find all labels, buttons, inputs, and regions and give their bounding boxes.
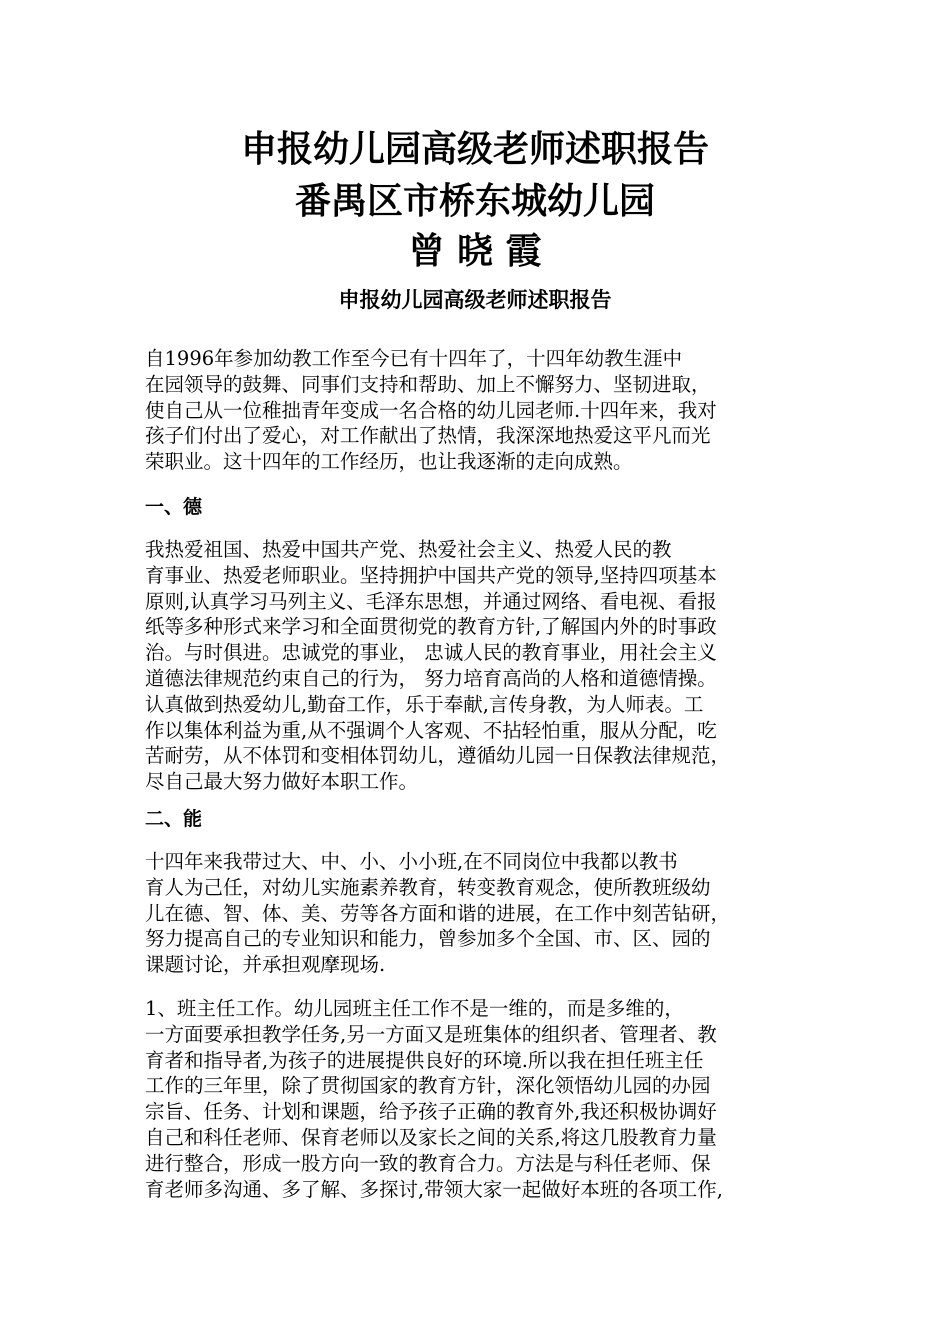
text-line: 育事业、热爱老师职业。坚持拥护中国共产党的领导,坚持四项基本 [145,563,717,587]
author-name: 曾 晓 霞 [408,231,542,272]
text-line: 育人为己任，对幼儿实施素养教育，转变教育观念，使所教班级幼 [145,875,711,899]
text-line: 课题讨论，并承担观摩现场. [145,953,386,977]
text-line: 育老师多沟通、多了解、多探讨,带领大家一起做好本班的各项工作, [145,1177,723,1201]
text-line: 十四年来我带过大、中、小、小小班,在不同岗位中我都以教书 [145,850,678,873]
ability-paragraph [145,849,825,978]
text-line: 工作的三年里，除了贯彻国家的教育方针，深化领悟幼儿园的办园 [145,1074,711,1098]
document-subtitle: 申报幼儿园高级老师述职报告 [338,288,612,312]
text-line: 宗旨、任务、计划和课题，给予孩子正确的教育外,我还积极协调好 [145,1100,717,1124]
text-line: 在园领导的鼓舞、同事们支持和帮助、加上不懈努力、坚韧进取， [145,372,711,396]
virtue-paragraph [145,537,825,795]
document-title-line2: 番禺区市桥东城幼儿园 [294,181,655,222]
text-line: 使自己从一位稚拙青年变成一名合格的幼儿园老师.十四年来，我对 [145,398,717,422]
text-line: 1、班主任工作。幼儿园班主任工作不是一维的，而是多维的， [145,997,684,1020]
text-line: 认真做到热爱幼儿,勤奋工作，乐于奉献,言传身教，为人师表。工 [145,692,704,716]
text-line: 作以集体利益为重,从不强调个人客观、不拈轻怕重，服从分配，吃 [145,718,717,742]
text-line: 育者和指导者,为孩子的进展提供良好的环境.所以我在担任班主任 [145,1048,704,1072]
text-line: 治。与时俱进。忠诚党的事业， 忠诚人民的教育事业，用社会主义 [145,641,717,665]
text-line: 我热爱祖国、热爱中国共产党、热爱社会主义、热爱人民的教 [145,538,672,561]
text-line: 努力提高自己的专业知识和能力，曾参加多个全国、市、区、园的 [145,927,711,951]
text-line: 儿在德、智、体、美、劳等各方面和谐的进展，在工作中刻苦钻研， [145,901,731,925]
class-teacher-paragraph [145,996,825,1202]
text-line: 自1996年参加幼教工作至今已有十四年了，十四年幼教生涯中 [145,347,683,370]
text-line: 进行整合，形成一股方向一致的教育合力。方法是与科任老师、保 [145,1151,711,1175]
text-line: 原则,认真学习马列主义、毛泽东思想，并通过网络、看电视、看报 [145,589,717,613]
section-heading-virtue: 一、德 [145,496,203,518]
text-line: 荣职业。这十四年的工作经历，也让我逐渐的走向成熟。 [145,450,633,474]
document-title-line1: 申报幼儿园高级老师述职报告 [240,129,709,170]
text-line: 纸等多种形式来学习和全面贯彻党的教育方针,了解国内外的时事政 [145,615,717,639]
section-heading-ability: 二、能 [145,808,203,830]
intro-paragraph [145,346,825,475]
text-line: 道德法律规范约束自己的行为， 努力培育高尚的人格和道德情操。 [145,666,717,690]
text-line: 孩子们付出了爱心，对工作献出了热情，我深深地热爱这平凡而光 [145,424,711,448]
text-line: 自己和科任老师、保育老师以及家长之间的关系,将这几股教育力量 [145,1125,717,1149]
text-line: 一方面要承担教学任务,另一方面又是班集体的组织者、管理者、教 [145,1022,717,1046]
text-line: 苦耐劳，从不体罚和变相体罚幼儿，遵循幼儿园一日保教法律规范， [145,744,731,768]
text-line: 尽自己最大努力做好本职工作。 [145,770,419,794]
